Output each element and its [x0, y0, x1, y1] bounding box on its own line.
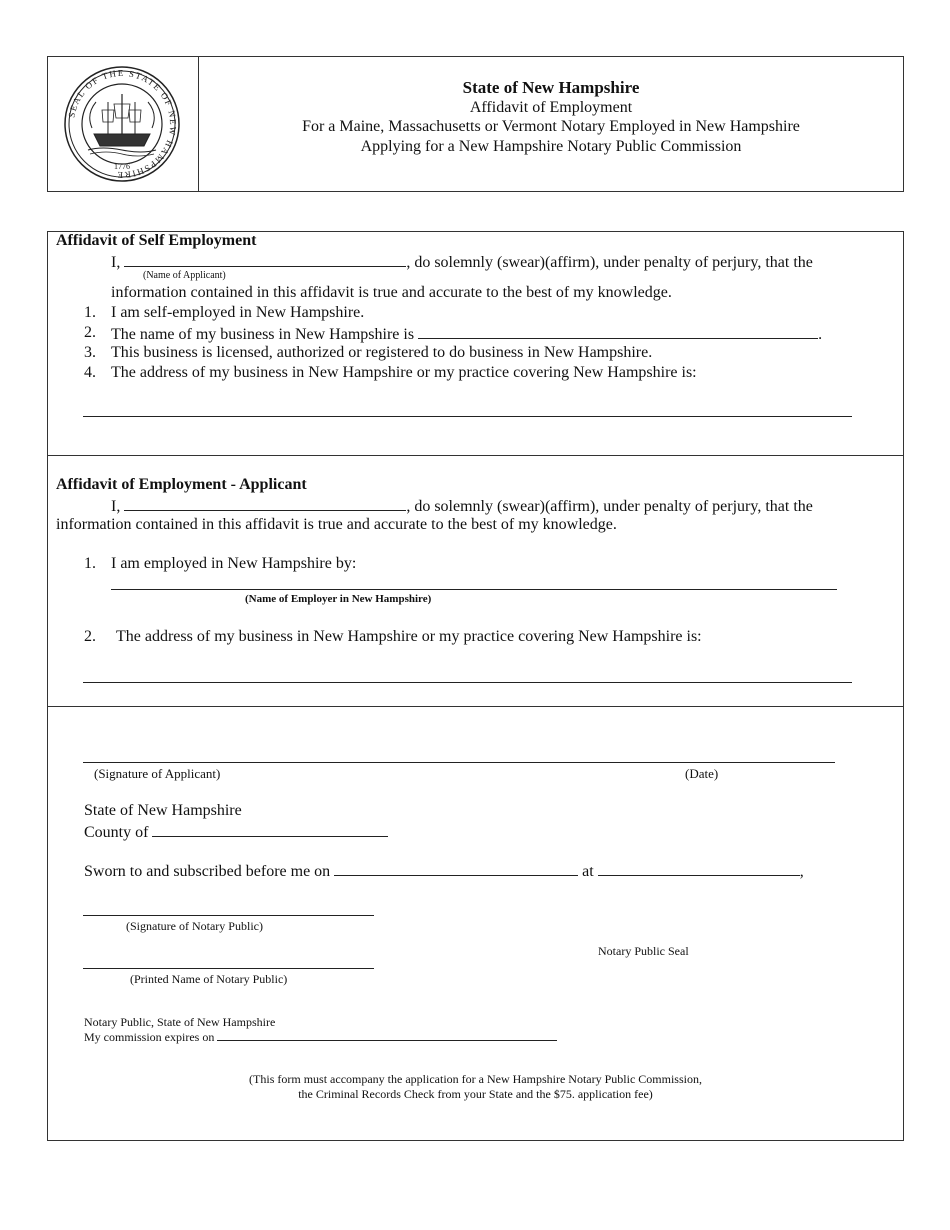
item-number: 1. — [84, 304, 96, 321]
signature-of-notary-caption: (Signature of Notary Public) — [126, 919, 263, 933]
period: . — [818, 326, 823, 343]
notary-signature-field[interactable] — [83, 915, 374, 916]
notary-printed-name-field[interactable] — [83, 968, 374, 969]
employed-by-text: I am employed in New Hampshire by: — [111, 555, 357, 572]
employee-name-field[interactable] — [124, 496, 406, 511]
page-subtitle-3: Applying for a New Hampshire Notary Public Commission — [360, 138, 742, 155]
commission-expiry-field[interactable] — [217, 1030, 557, 1041]
page-title: State of New Hampshire — [462, 78, 640, 97]
oath-prefix: I, — [111, 498, 121, 515]
list-item — [84, 304, 96, 322]
list-item-text: The address of my business in New Hampshire or my practice covering New Hampshire is: — [111, 364, 697, 381]
applicant-signature-field[interactable] — [83, 762, 835, 763]
sworn-line — [84, 861, 804, 881]
section-divider-2 — [47, 706, 904, 707]
employer-name-field[interactable] — [111, 589, 837, 590]
item-number: 2. — [84, 628, 96, 645]
oath-suffix: , do solemnly (swear)(affirm), under penalty of perjury, that the — [406, 498, 813, 515]
printed-name-caption: (Printed Name of Notary Public) — [130, 972, 288, 986]
sworn-date-field[interactable] — [334, 861, 578, 876]
footer-note-2: the Criminal Records Check from your State and the $75. application fee) — [298, 1087, 653, 1101]
employer-address-field[interactable] — [83, 682, 852, 683]
item-number: 4. — [84, 364, 96, 381]
venue-county-line — [84, 822, 388, 842]
business-name-line — [111, 324, 822, 344]
page-subtitle-2: For a Maine, Massachusetts or Vermont Notary Employed in New Hampshire — [302, 118, 800, 135]
name-of-applicant-caption: (Name of Applicant) — [143, 270, 226, 281]
notary-seal-label: Notary Public Seal — [598, 944, 689, 958]
commission-label: My commission expires on — [84, 1030, 215, 1044]
at-label: at — [582, 863, 594, 880]
county-field[interactable] — [152, 822, 388, 837]
business-address-field[interactable] — [83, 416, 852, 417]
comma: , — [799, 863, 804, 880]
state-seal-logo — [62, 66, 182, 182]
date-caption: (Date) — [685, 766, 719, 781]
sworn-place-field[interactable] — [598, 861, 800, 876]
item-number: 3. — [84, 344, 96, 361]
footer-note-1: (This form must accompany the application for a New Hampshire Notary Public Commission, — [249, 1072, 702, 1086]
seal-year: 1776 — [114, 162, 130, 171]
list-item — [84, 324, 96, 342]
self-employment-oath-line — [111, 252, 813, 272]
self-employment-oath-line-2: information contained in this affidavit is true and accurate to the best of my knowledge. — [111, 284, 672, 301]
venue-state: State of New Hampshire — [84, 802, 242, 819]
oath-suffix: , do solemnly (swear)(affirm), under penalty of perjury, that the — [406, 254, 813, 271]
notary-state-label: Notary Public, State of New Hampshire — [84, 1015, 276, 1029]
signature-of-applicant-caption: (Signature of Applicant) — [94, 766, 221, 781]
county-label: County of — [84, 824, 149, 841]
list-item-text: The name of my business in New Hampshire is — [111, 326, 415, 343]
employer-name-caption: (Name of Employer in New Hampshire) — [245, 593, 432, 605]
list-item — [84, 344, 96, 362]
section-divider-1 — [47, 455, 904, 456]
sworn-label: Sworn to and subscribed before me on — [84, 863, 331, 880]
oath-prefix: I, — [111, 254, 121, 271]
employment-oath-line-2: information contained in this affidavit is true and accurate to the best of my knowledge. — [56, 516, 617, 533]
page-subtitle-1: Affidavit of Employment — [469, 99, 633, 116]
seal-text: SEAL OF THE STATE OF NEW HAMPSHIRE — [66, 67, 179, 181]
employer-address-text: The address of my business in New Hampshire or my practice covering New Hampshire is: — [116, 628, 702, 645]
list-item — [84, 364, 96, 382]
self-employment-heading: Affidavit of Self Employment — [56, 232, 257, 249]
item-number: 1. — [84, 555, 96, 572]
applicant-name-field[interactable] — [124, 252, 406, 267]
employment-oath-line — [111, 496, 813, 516]
list-item-text: This business is licensed, authorized or registered to do business in New Hampshire. — [111, 344, 653, 361]
employment-applicant-heading: Affidavit of Employment - Applicant — [56, 476, 307, 493]
item-number: 2. — [84, 324, 96, 341]
commission-line — [84, 1030, 557, 1045]
list-item-text: I am self-employed in New Hampshire. — [111, 304, 365, 321]
business-name-field[interactable] — [418, 324, 818, 339]
